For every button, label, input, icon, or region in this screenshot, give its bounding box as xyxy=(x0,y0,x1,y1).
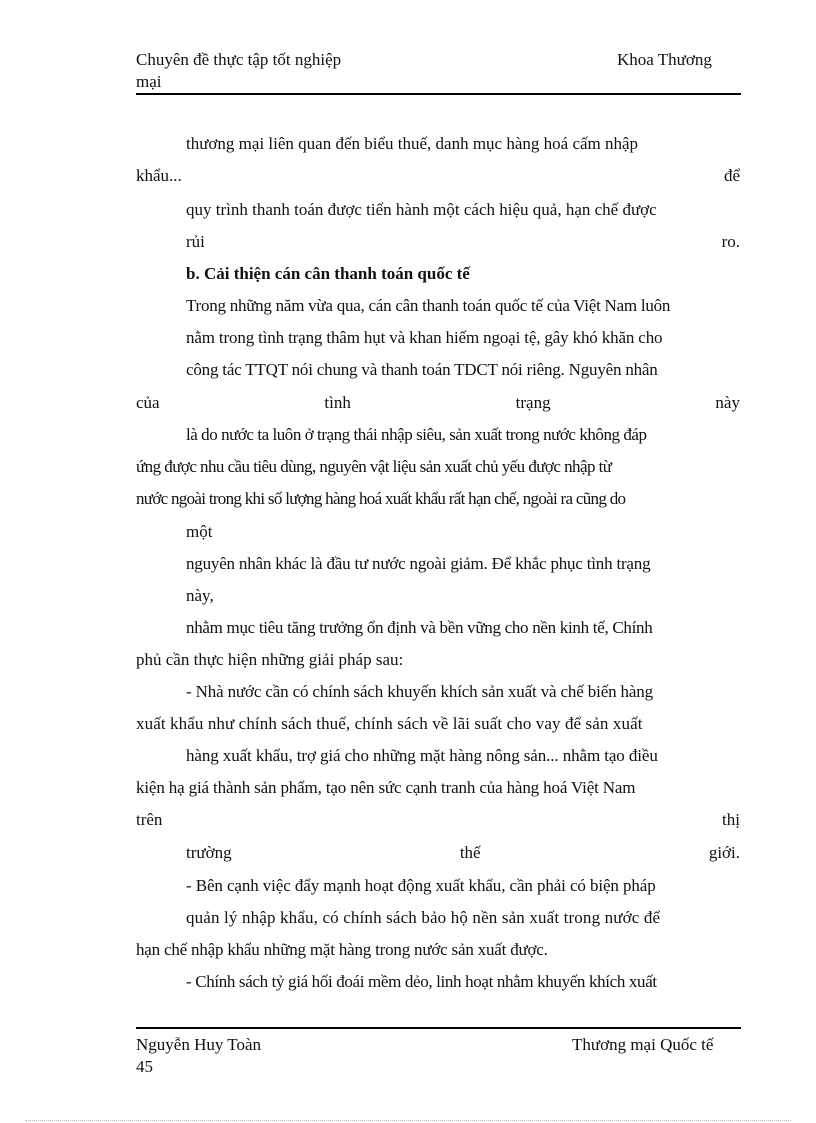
text: thị xyxy=(722,810,740,829)
body-line: ứng được nhu cầu tiêu dùng, nguyên vật liệu sản xuất chủ yếu được nhập từ xyxy=(136,457,612,476)
text: quy trình thanh toán được tiến hành một cách hiệu quả, hạn chế được xyxy=(186,200,657,219)
body-line: - Chính sách tỷ giá hối đoái mềm dẻo, linh hoạt nhằm khuyến khích xuất xyxy=(186,972,657,991)
header-left-line1: Chuyên đề thực tập tốt nghiệp xyxy=(136,50,342,69)
text: giới. xyxy=(708,843,740,862)
body-line: hạn chế nhập khẩu những mặt hàng trong nước sản xuất được. xyxy=(136,940,548,959)
body-line: - Bên cạnh việc đẩy mạnh hoạt động xuất khẩu, cần phải có biện pháp xyxy=(186,876,656,895)
body-line: công tác TTQT nói chung và thanh toán TDCT nói riêng. Nguyên nhân xyxy=(186,360,658,379)
body-line: Trong những năm vừa qua, cán cân thanh toán quốc tế của Việt Nam luôn xyxy=(186,296,671,315)
body-line xyxy=(136,166,740,186)
text: tình xyxy=(324,393,351,412)
text: trên xyxy=(136,810,163,829)
header-right: Khoa Thương xyxy=(617,50,712,69)
text: của xyxy=(136,393,160,412)
body-line: nguyên nhân khác là đầu tư nước ngoài giảm. Để khắc phục tình trạng xyxy=(186,554,651,573)
footer-rule xyxy=(136,1027,741,1029)
body-line xyxy=(186,232,740,252)
body-line: - Nhà nước cần có chính sách khuyến khích sản xuất và chế biến hàng xyxy=(186,682,653,701)
text: này xyxy=(715,393,740,412)
body-line: một xyxy=(186,522,213,541)
body-line xyxy=(186,200,740,220)
body-line xyxy=(136,393,740,413)
footer-page-number: 45 xyxy=(136,1057,153,1076)
body-line xyxy=(186,843,740,863)
text: khẩu... xyxy=(136,166,182,185)
page-edge-divider xyxy=(25,1120,791,1121)
body-line: xuất khẩu như chính sách thuế, chính sách về lãi suất cho vay để sản xuất xyxy=(136,714,643,733)
text: để xyxy=(723,166,740,185)
body-line xyxy=(186,134,740,154)
footer-author: Nguyễn Huy Toàn xyxy=(136,1035,262,1054)
body-line xyxy=(136,810,740,830)
section-heading: b. Cải thiện cán cân thanh toán quốc tế xyxy=(186,264,470,283)
header-left-line2: mại xyxy=(136,72,162,91)
body-line: là do nước ta luôn ở trạng thái nhập siêu, sản xuất trong nước không đáp xyxy=(186,425,647,444)
body-line: hàng xuất khẩu, trợ giá cho những mặt hàng nông sản... nhằm tạo điều xyxy=(186,746,658,765)
body-line: phủ cần thực hiện những giải pháp sau: xyxy=(136,650,404,669)
text: ro. xyxy=(721,232,740,251)
footer-right: Thương mại Quốc tế xyxy=(572,1035,714,1054)
text: trạng xyxy=(515,393,551,412)
body-line: nằm trong tình trạng thâm hụt và khan hiếm ngoại tệ, gây khó khăn cho xyxy=(186,328,663,347)
body-line: này, xyxy=(186,586,214,605)
text: rủi xyxy=(186,232,205,251)
body-line: nhằm mục tiêu tăng trưởng ổn định và bền vững cho nền kinh tế, Chính xyxy=(186,618,653,637)
text: thương mại liên quan đến biểu thuế, danh mục hàng hoá cấm nhập xyxy=(186,134,639,153)
header-rule xyxy=(136,93,741,95)
text: trường xyxy=(186,843,232,862)
body-line: kiện hạ giá thành sản phẩm, tạo nên sức cạnh tranh của hàng hoá Việt Nam xyxy=(136,778,636,797)
body-line: nước ngoài trong khi số lượng hàng hoá xuất khẩu rất hạn chế, ngoài ra cũng do xyxy=(136,489,626,508)
text: thế xyxy=(459,843,481,862)
body-line: quản lý nhập khẩu, có chính sách bảo hộ nền sản xuất trong nước để xyxy=(186,908,661,927)
